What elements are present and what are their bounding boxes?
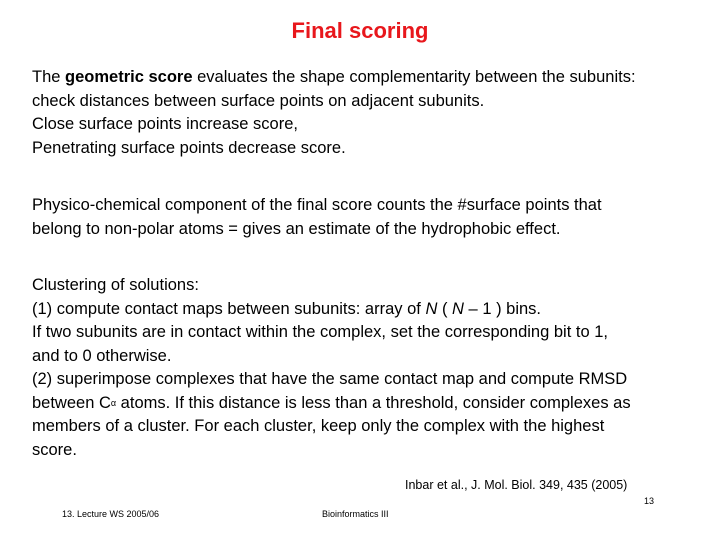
citation: Inbar et al., J. Mol. Biol. 349, 435 (2005) bbox=[405, 478, 628, 492]
text-fragment: atoms. If this distance is less than a threshold, consider complexes as bbox=[116, 393, 631, 412]
text-fragment: between C bbox=[32, 393, 111, 412]
text-line bbox=[32, 66, 702, 90]
text-line: and to 0 otherwise. bbox=[32, 346, 172, 365]
text-line: belong to non-polar atoms = gives an estimate of the hydrophobic effect. bbox=[32, 219, 561, 238]
text-line: Physico-chemical component of the final score counts the #surface points that bbox=[32, 196, 602, 214]
clustering-paragraph bbox=[32, 274, 702, 462]
text-fragment: evaluates the shape complementarity between the subunits: bbox=[192, 68, 636, 86]
text-line: Clustering of solutions: bbox=[32, 276, 199, 294]
text-fragment: The bbox=[32, 68, 66, 86]
alpha-symbol: α bbox=[110, 397, 117, 408]
text-line bbox=[32, 392, 702, 416]
text-line: (2) superimpose complexes that have the same contact map and compute RMSD bbox=[32, 370, 628, 388]
slide-title: Final scoring bbox=[291, 18, 429, 43]
bold-term: geometric score bbox=[65, 68, 193, 86]
page-number: 13 bbox=[644, 496, 655, 506]
text-line bbox=[32, 298, 702, 322]
italic-variable: N bbox=[452, 299, 464, 318]
geometric-score-paragraph bbox=[32, 66, 702, 160]
text-fragment: ( bbox=[437, 299, 453, 318]
footer-course: Bioinformatics III bbox=[322, 509, 389, 519]
italic-variable: N bbox=[425, 299, 438, 318]
text-fragment: (1) compute contact maps between subunits: array of bbox=[32, 299, 426, 318]
text-line: Close surface points increase score, bbox=[32, 115, 298, 133]
text-line: members of a cluster. For each cluster, keep only the complex with the highest bbox=[32, 417, 605, 435]
text-fragment: – 1 ) bins. bbox=[463, 299, 542, 318]
text-line: If two subunits are in contact within the complex, set the corresponding bit to 1, bbox=[32, 323, 608, 341]
text-line: score. bbox=[32, 440, 77, 459]
text-line: Penetrating surface points decrease score. bbox=[32, 138, 346, 157]
footer-lecture: 13. Lecture WS 2005/06 bbox=[62, 509, 160, 519]
physico-chemical-paragraph bbox=[32, 194, 702, 241]
text-line: check distances between surface points on adjacent subunits. bbox=[32, 91, 485, 110]
